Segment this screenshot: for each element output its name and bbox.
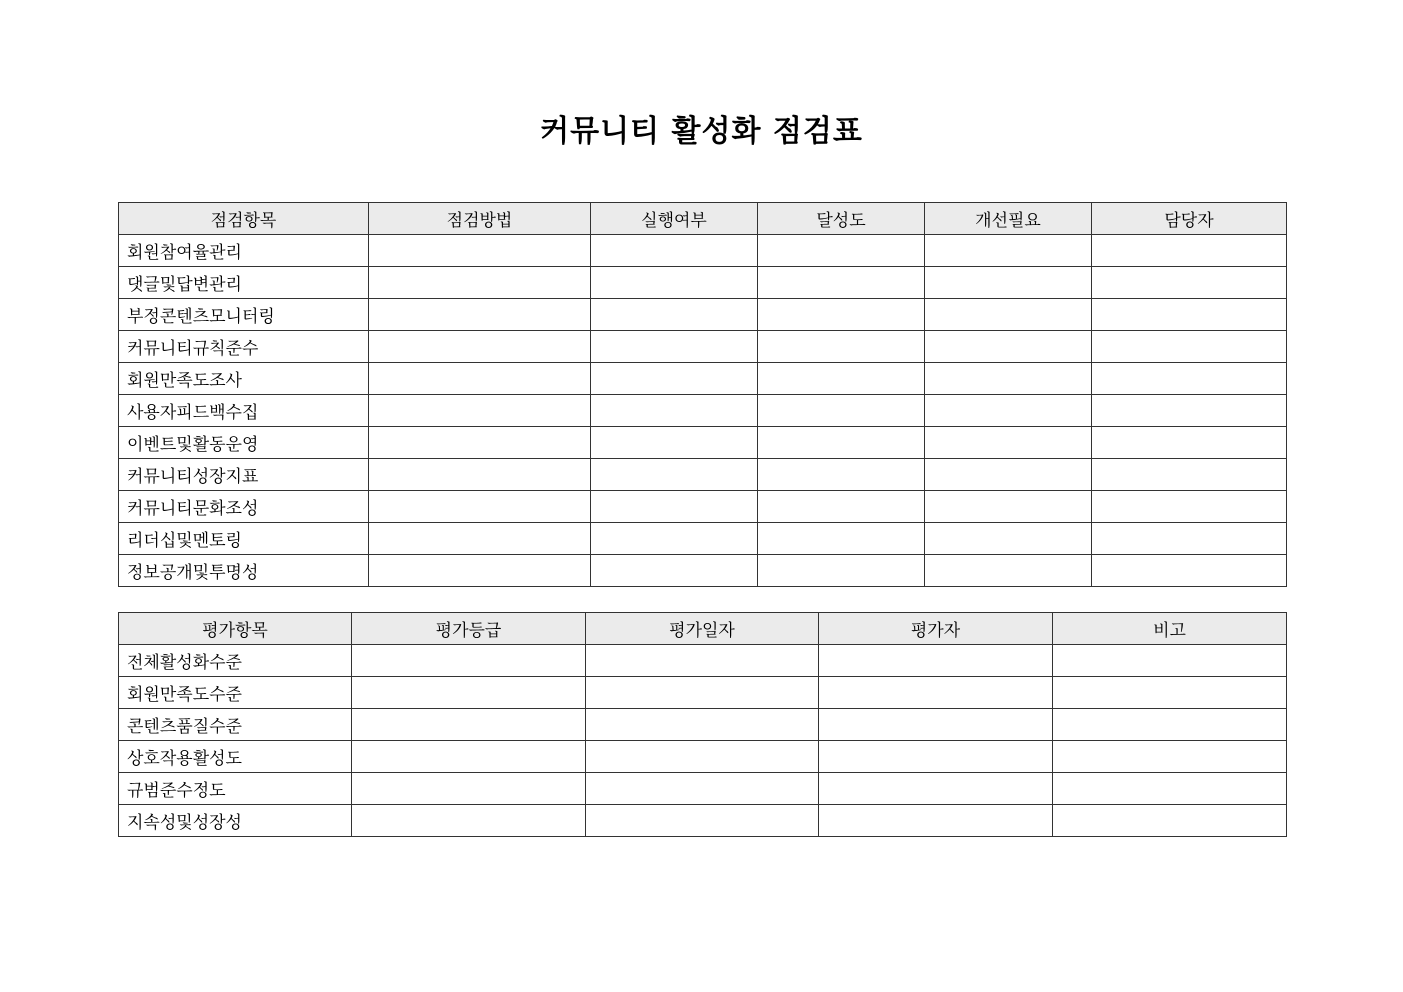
- evaluator-cell[interactable]: [819, 805, 1053, 837]
- check-method-cell[interactable]: [369, 491, 591, 523]
- table-row: [119, 331, 1287, 363]
- table-row: [119, 741, 1287, 773]
- header-improvement: 개선필요: [925, 203, 1092, 235]
- remarks-cell[interactable]: [1053, 677, 1287, 709]
- execution-cell[interactable]: [591, 523, 758, 555]
- checklist-table: [118, 202, 1287, 587]
- eval-date-cell[interactable]: [586, 645, 819, 677]
- check-item-label: 부정콘텐츠모니터링: [119, 299, 369, 331]
- improvement-cell[interactable]: [925, 491, 1092, 523]
- improvement-cell[interactable]: [925, 331, 1092, 363]
- manager-cell[interactable]: [1092, 427, 1287, 459]
- eval-date-cell[interactable]: [586, 677, 819, 709]
- eval-item-label: 회원만족도수준: [119, 677, 352, 709]
- evaluation-header-row: [119, 613, 1287, 645]
- header-check-item: 점검항목: [119, 203, 369, 235]
- table-row: [119, 459, 1287, 491]
- check-item-label: 댓글및답변관리: [119, 267, 369, 299]
- achievement-cell[interactable]: [758, 491, 925, 523]
- manager-cell[interactable]: [1092, 235, 1287, 267]
- table-row: [119, 267, 1287, 299]
- manager-cell[interactable]: [1092, 299, 1287, 331]
- remarks-cell[interactable]: [1053, 773, 1287, 805]
- improvement-cell[interactable]: [925, 395, 1092, 427]
- manager-cell[interactable]: [1092, 459, 1287, 491]
- manager-cell[interactable]: [1092, 555, 1287, 587]
- header-manager: 담당자: [1092, 203, 1287, 235]
- execution-cell[interactable]: [591, 427, 758, 459]
- table-row: [119, 805, 1287, 837]
- check-method-cell[interactable]: [369, 363, 591, 395]
- remarks-cell[interactable]: [1053, 709, 1287, 741]
- check-item-label: 커뮤니티성장지표: [119, 459, 369, 491]
- check-item-label: 회원참여율관리: [119, 235, 369, 267]
- eval-item-label: 상호작용활성도: [119, 741, 352, 773]
- manager-cell[interactable]: [1092, 395, 1287, 427]
- eval-date-cell[interactable]: [586, 805, 819, 837]
- execution-cell[interactable]: [591, 235, 758, 267]
- check-item-label: 사용자피드백수집: [119, 395, 369, 427]
- execution-cell[interactable]: [591, 555, 758, 587]
- table-row: [119, 709, 1287, 741]
- check-method-cell[interactable]: [369, 331, 591, 363]
- eval-item-label: 규범준수정도: [119, 773, 352, 805]
- execution-cell[interactable]: [591, 491, 758, 523]
- execution-cell[interactable]: [591, 395, 758, 427]
- eval-item-label: 콘텐츠품질수준: [119, 709, 352, 741]
- achievement-cell[interactable]: [758, 331, 925, 363]
- eval-grade-cell[interactable]: [352, 741, 586, 773]
- manager-cell[interactable]: [1092, 331, 1287, 363]
- table-row: [119, 491, 1287, 523]
- evaluator-cell[interactable]: [819, 773, 1053, 805]
- check-item-label: 커뮤니티문화조성: [119, 491, 369, 523]
- header-execution: 실행여부: [591, 203, 758, 235]
- checklist-header-row: [119, 203, 1287, 235]
- achievement-cell[interactable]: [758, 395, 925, 427]
- check-method-cell[interactable]: [369, 395, 591, 427]
- remarks-cell[interactable]: [1053, 741, 1287, 773]
- remarks-cell[interactable]: [1053, 805, 1287, 837]
- evaluator-cell[interactable]: [819, 677, 1053, 709]
- achievement-cell[interactable]: [758, 299, 925, 331]
- improvement-cell[interactable]: [925, 363, 1092, 395]
- improvement-cell[interactable]: [925, 427, 1092, 459]
- achievement-cell[interactable]: [758, 363, 925, 395]
- eval-item-label: 전체활성화수준: [119, 645, 352, 677]
- eval-item-label: 지속성및성장성: [119, 805, 352, 837]
- evaluator-cell[interactable]: [819, 709, 1053, 741]
- header-evaluator: 평가자: [819, 613, 1053, 645]
- header-remarks: 비고: [1053, 613, 1287, 645]
- execution-cell[interactable]: [591, 299, 758, 331]
- table-row: [119, 363, 1287, 395]
- header-eval-item: 평가항목: [119, 613, 352, 645]
- check-item-label: 회원만족도조사: [119, 363, 369, 395]
- eval-grade-cell[interactable]: [352, 709, 586, 741]
- header-eval-date: 평가일자: [586, 613, 819, 645]
- evaluator-cell[interactable]: [819, 741, 1053, 773]
- remarks-cell[interactable]: [1053, 645, 1287, 677]
- eval-grade-cell[interactable]: [352, 677, 586, 709]
- manager-cell[interactable]: [1092, 267, 1287, 299]
- check-item-label: 리더십및멘토링: [119, 523, 369, 555]
- achievement-cell[interactable]: [758, 427, 925, 459]
- evaluation-table: [118, 612, 1287, 837]
- execution-cell[interactable]: [591, 331, 758, 363]
- execution-cell[interactable]: [591, 459, 758, 491]
- table-row: [119, 299, 1287, 331]
- check-method-cell[interactable]: [369, 299, 591, 331]
- achievement-cell[interactable]: [758, 267, 925, 299]
- table-row: [119, 645, 1287, 677]
- eval-date-cell[interactable]: [586, 773, 819, 805]
- improvement-cell[interactable]: [925, 267, 1092, 299]
- execution-cell[interactable]: [591, 363, 758, 395]
- eval-grade-cell[interactable]: [352, 773, 586, 805]
- header-achievement: 달성도: [758, 203, 925, 235]
- execution-cell[interactable]: [591, 267, 758, 299]
- achievement-cell[interactable]: [758, 555, 925, 587]
- eval-grade-cell[interactable]: [352, 645, 586, 677]
- improvement-cell[interactable]: [925, 523, 1092, 555]
- achievement-cell[interactable]: [758, 523, 925, 555]
- table-row: [119, 235, 1287, 267]
- eval-date-cell[interactable]: [586, 741, 819, 773]
- check-item-label: 이벤트및활동운영: [119, 427, 369, 459]
- check-method-cell[interactable]: [369, 267, 591, 299]
- manager-cell[interactable]: [1092, 491, 1287, 523]
- table-row: [119, 523, 1287, 555]
- improvement-cell[interactable]: [925, 459, 1092, 491]
- improvement-cell[interactable]: [925, 299, 1092, 331]
- improvement-cell[interactable]: [925, 555, 1092, 587]
- page-title: 커뮤니티 활성화 점검표: [540, 114, 863, 149]
- check-method-cell[interactable]: [369, 523, 591, 555]
- eval-grade-cell[interactable]: [352, 805, 586, 837]
- header-eval-grade: 평가등급: [352, 613, 586, 645]
- check-method-cell[interactable]: [369, 555, 591, 587]
- improvement-cell[interactable]: [925, 235, 1092, 267]
- achievement-cell[interactable]: [758, 235, 925, 267]
- check-method-cell[interactable]: [369, 427, 591, 459]
- evaluator-cell[interactable]: [819, 645, 1053, 677]
- eval-date-cell[interactable]: [586, 709, 819, 741]
- check-item-label: 정보공개및투명성: [119, 555, 369, 587]
- check-method-cell[interactable]: [369, 235, 591, 267]
- table-row: [119, 395, 1287, 427]
- achievement-cell[interactable]: [758, 459, 925, 491]
- table-row: [119, 427, 1287, 459]
- check-method-cell[interactable]: [369, 459, 591, 491]
- check-item-label: 커뮤니티규칙준수: [119, 331, 369, 363]
- table-row: [119, 555, 1287, 587]
- table-row: [119, 773, 1287, 805]
- table-row: [119, 677, 1287, 709]
- header-check-method: 점검방법: [369, 203, 591, 235]
- manager-cell[interactable]: [1092, 363, 1287, 395]
- manager-cell[interactable]: [1092, 523, 1287, 555]
